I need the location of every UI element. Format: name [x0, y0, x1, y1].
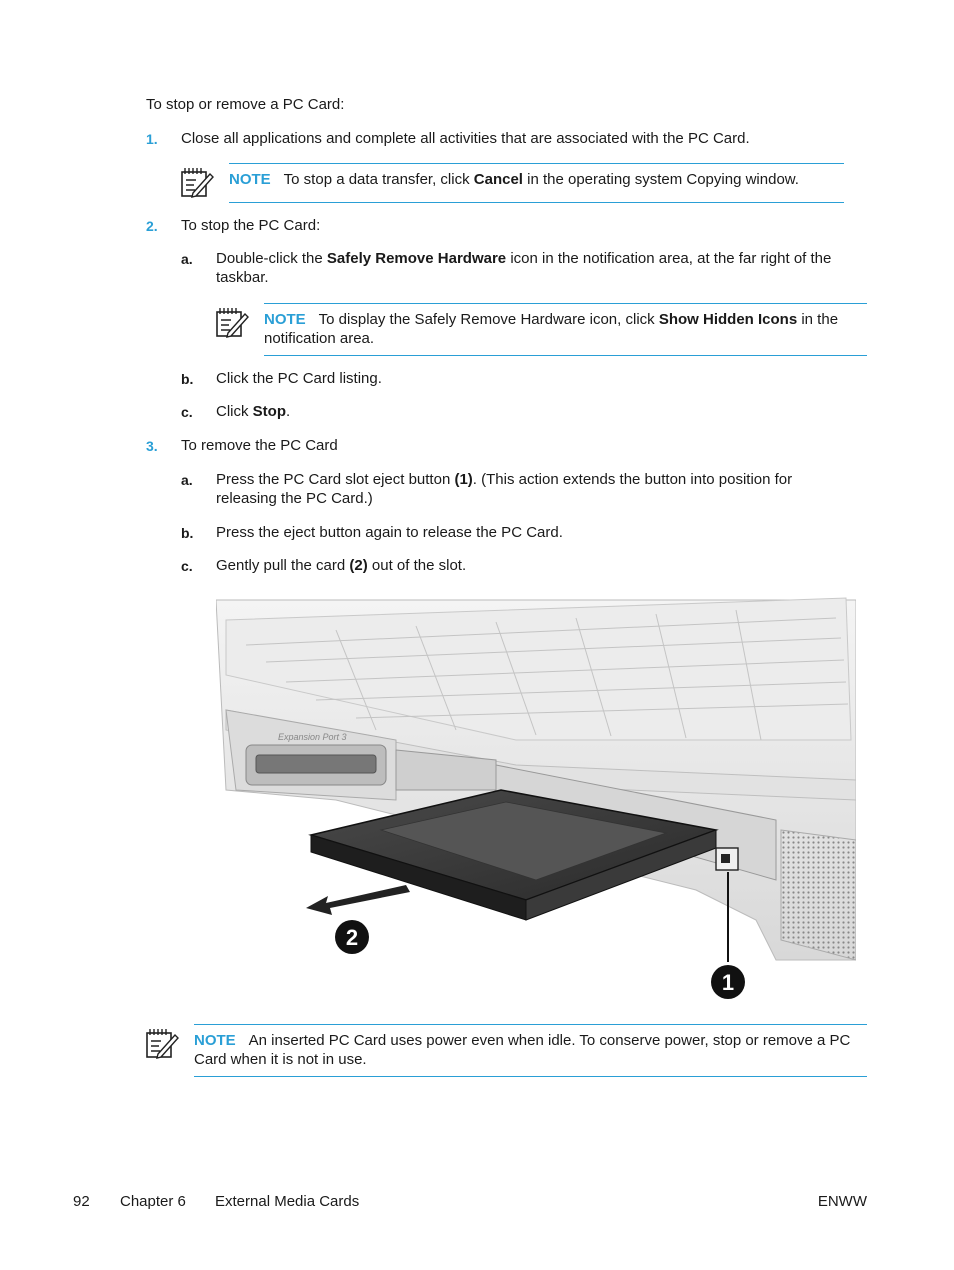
intro-text: To stop or remove a PC Card:	[146, 96, 345, 113]
note-box	[229, 163, 844, 203]
substep-text: Press the eject button again to release the PC Card.	[216, 524, 563, 541]
note-icon	[145, 1027, 179, 1059]
port-label: Expansion Port 3	[278, 732, 347, 742]
step-number: 2.	[146, 218, 158, 234]
substep-letter: c.	[181, 558, 193, 574]
pc-card-removal-figure	[216, 590, 856, 1002]
note-icon	[180, 166, 214, 198]
footer-right: ENWW	[817, 1193, 867, 1210]
substep-letter: a.	[181, 251, 193, 267]
step-text: Close all applications and complete all activities that are associated with the PC Card.	[181, 130, 750, 147]
page-number: 92	[73, 1193, 90, 1210]
step-text: To stop the PC Card:	[181, 217, 321, 234]
substep-letter: b.	[181, 371, 194, 387]
footer-title: External Media Cards	[215, 1193, 360, 1210]
note-icon	[215, 306, 249, 338]
substep-text: Click the PC Card listing.	[216, 370, 382, 387]
footer-chapter: Chapter 6	[120, 1193, 186, 1210]
note-text: NOTE An inserted PC Card uses power even when idle. To conserve power, stop or remove a PC Card when it is not in use.	[194, 1032, 851, 1068]
substep-letter: a.	[181, 472, 193, 488]
note-text: NOTE To display the Safely Remove Hardware icon, click Show Hidden Icons in the notification area.	[264, 311, 839, 347]
callout-2: 2	[345, 925, 359, 950]
substep-text: Gently pull the card (2) out of the slot.	[216, 557, 467, 574]
note-text: NOTE To stop a data transfer, click Cancel in the operating system Copying window.	[229, 171, 799, 188]
step-number: 3.	[146, 438, 158, 454]
substep-text: Click Stop.	[216, 403, 291, 420]
note-box	[194, 1024, 867, 1077]
step-text: To remove the PC Card	[181, 437, 338, 454]
callout-1: 1	[721, 970, 735, 995]
note-label: NOTE	[229, 171, 271, 188]
step-number: 1.	[146, 131, 158, 147]
substep-letter: c.	[181, 404, 193, 420]
note-box	[264, 303, 867, 356]
substep-text: Press the PC Card slot eject button (1). (This action extends the button into position for releasing the PC Card.)	[216, 471, 793, 507]
substep-text: Double-click the Safely Remove Hardware icon in the notification area, at the far right of the taskbar.	[216, 250, 832, 286]
note-label: NOTE	[264, 311, 306, 328]
substep-letter: b.	[181, 525, 194, 541]
note-label: NOTE	[194, 1032, 236, 1049]
